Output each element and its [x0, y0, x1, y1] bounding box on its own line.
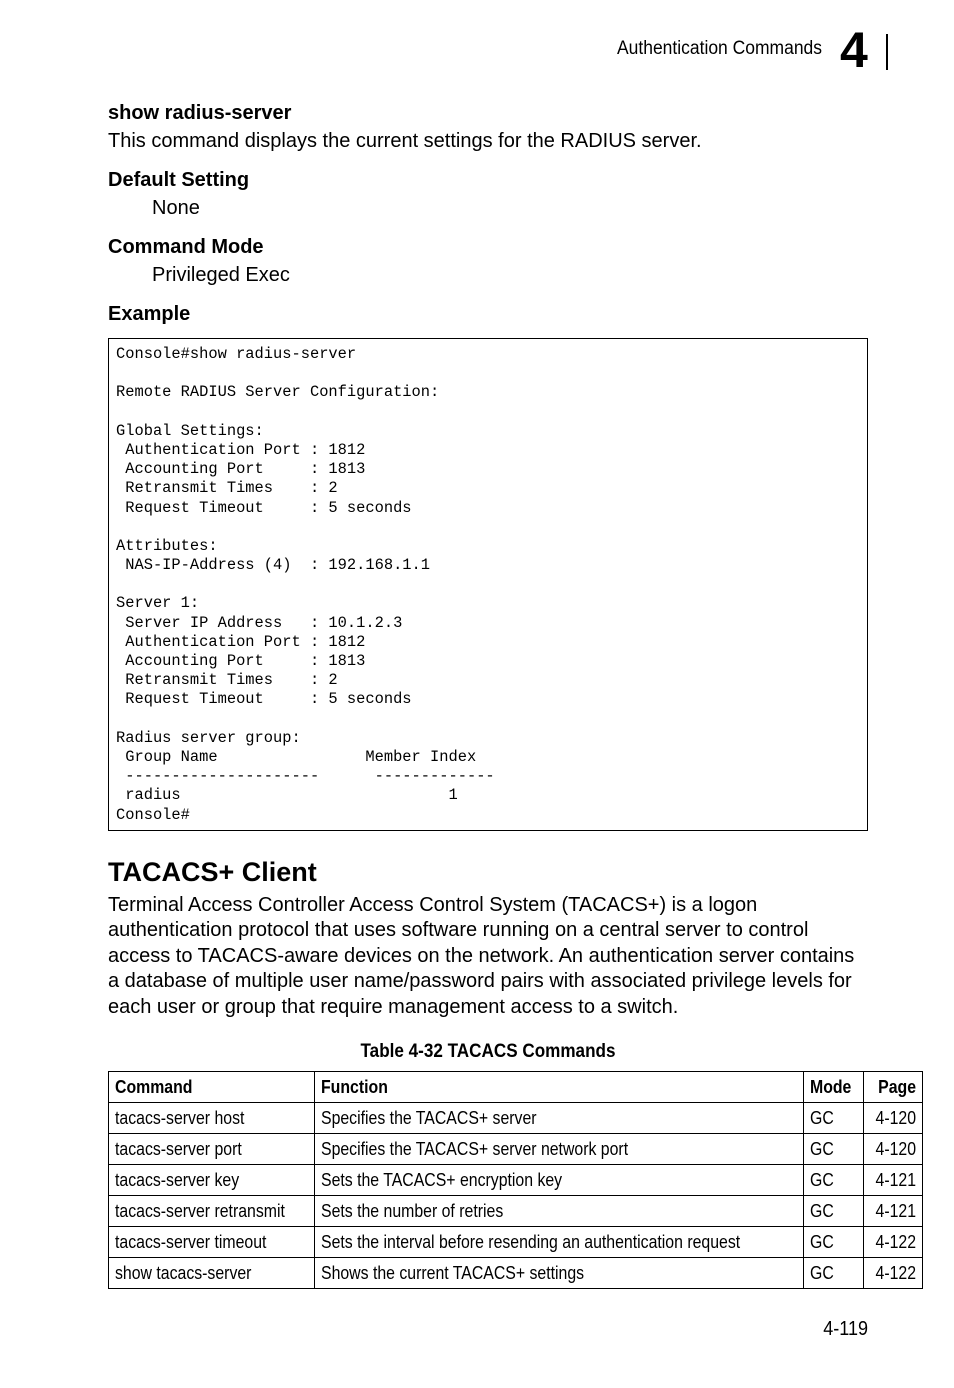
code-line: Request Timeout : 5 seconds	[116, 498, 412, 517]
header-function: Function	[315, 1072, 804, 1103]
table-row	[109, 1103, 923, 1134]
code-line: Retransmit Times : 2	[116, 671, 338, 690]
command-cell: tacacs-server port	[109, 1134, 315, 1165]
command-cell: tacacs-server key	[109, 1165, 315, 1196]
tacacs-commands-table	[108, 1071, 923, 1289]
code-line: Authentication Port : 1812	[116, 440, 366, 459]
code-line: Console#show radius-server	[116, 345, 357, 363]
running-header: Authentication Commands	[616, 38, 822, 59]
code-line: Group Name Member Index	[116, 747, 477, 766]
code-line	[116, 710, 860, 729]
example-heading: Example	[108, 303, 191, 325]
code-line: Remote RADIUS Server Configuration:	[116, 383, 440, 402]
command-cell: tacacs-server retransmit	[109, 1196, 315, 1227]
code-line: Radius server group:	[116, 728, 301, 747]
header-mode: Mode	[804, 1072, 864, 1103]
table-row	[109, 1165, 923, 1196]
mode-cell: GC	[804, 1258, 864, 1289]
default-setting-value: None	[152, 197, 200, 219]
code-line: Accounting Port : 1813	[116, 460, 366, 479]
mode-cell: GC	[804, 1165, 864, 1196]
code-line: Attributes:	[116, 536, 218, 555]
command-description: This command displays the current settings for the RADIUS server.	[108, 130, 702, 152]
code-line: radius 1	[116, 786, 458, 805]
command-cell: tacacs-server host	[109, 1103, 315, 1134]
example-code-block	[108, 338, 868, 831]
table-caption: Table 4-32 TACACS Commands	[360, 1041, 616, 1063]
code-line: Server 1:	[116, 594, 200, 613]
table-header-row	[109, 1072, 923, 1103]
table-row	[109, 1196, 923, 1227]
page-number: 4-119	[823, 1318, 868, 1340]
code-line	[116, 518, 860, 537]
default-setting-heading: Default Setting	[108, 169, 250, 191]
mode-cell: GC	[804, 1103, 864, 1134]
code-line	[116, 403, 860, 422]
command-mode-heading: Command Mode	[108, 236, 264, 258]
function-cell: Sets the number of retries	[315, 1196, 804, 1227]
page-cell: 4-120	[864, 1134, 923, 1165]
section-title: TACACS+ Client	[108, 856, 317, 887]
command-mode-value: Privileged Exec	[152, 264, 290, 286]
command-title: show radius-server	[108, 102, 292, 124]
page-cell: 4-122	[864, 1258, 923, 1289]
page-cell: 4-120	[864, 1103, 923, 1134]
command-cell: tacacs-server timeout	[109, 1227, 315, 1258]
mode-cell: GC	[804, 1134, 864, 1165]
table-row	[109, 1258, 923, 1289]
page-content	[108, 101, 917, 1289]
section-body: Terminal Access Controller Access Control System (TACACS+) is a logon authentication protocol that uses software running on a central server to control access to TACACS-aware devices on the network. An authentication server contains a database of multiple user name/password pairs with associated privilege levels for each user or group that require management access to a switch.	[108, 893, 855, 1018]
table-row	[109, 1227, 923, 1258]
code-line: Server IP Address : 10.1.2.3	[116, 613, 403, 632]
code-line	[116, 364, 860, 383]
code-line: Retransmit Times : 2	[116, 479, 338, 498]
code-line: Accounting Port : 1813	[116, 652, 366, 670]
code-line: NAS-IP-Address (4) : 192.168.1.1	[116, 556, 431, 575]
mode-cell: GC	[804, 1196, 864, 1227]
function-cell: Specifies the TACACS+ server network port	[315, 1134, 804, 1165]
table-row	[109, 1134, 923, 1165]
page-cell: 4-121	[864, 1165, 923, 1196]
code-line: Console#	[116, 805, 190, 824]
mode-cell: GC	[804, 1227, 864, 1258]
command-cell: show tacacs-server	[109, 1258, 315, 1289]
code-line: Request Timeout : 5 seconds	[116, 690, 412, 709]
chapter-divider	[886, 34, 888, 70]
function-cell: Sets the interval before resending an authentication request	[315, 1227, 804, 1258]
function-cell: Shows the current TACACS+ settings	[315, 1258, 804, 1289]
page-cell: 4-121	[864, 1196, 923, 1227]
function-cell: Sets the TACACS+ encryption key	[315, 1165, 804, 1196]
code-line: Authentication Port : 1812	[116, 632, 366, 651]
code-line: --------------------- -------------	[116, 767, 495, 786]
code-line: Global Settings:	[116, 421, 264, 440]
header-command: Command	[109, 1072, 315, 1103]
chapter-number: 4	[840, 22, 868, 78]
page-cell: 4-122	[864, 1227, 923, 1258]
header-page: Page	[864, 1072, 923, 1103]
code-line	[116, 575, 860, 594]
function-cell: Specifies the TACACS+ server	[315, 1103, 804, 1134]
